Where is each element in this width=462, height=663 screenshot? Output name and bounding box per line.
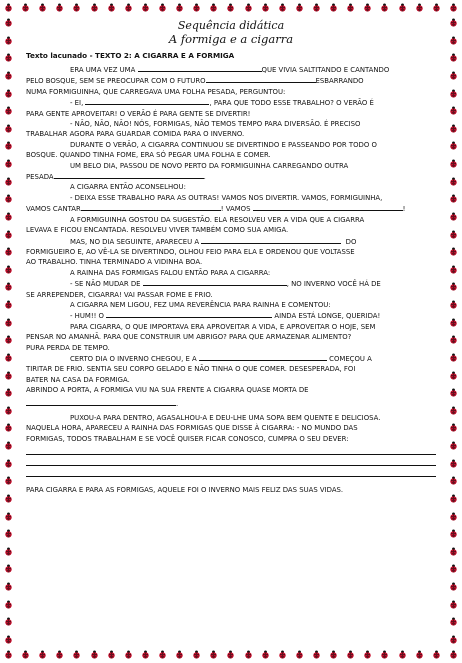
text-line <box>26 97 436 108</box>
ladybug-icon <box>4 582 13 591</box>
ladybug-icon <box>244 650 253 659</box>
fill-blank[interactable] <box>54 171 206 182</box>
text-line: BOSQUE. QUANDO TINHA FOME, ERA SÓ PEGAR UMA FOLHA E COMER. <box>26 151 271 160</box>
ladybug-icon <box>192 650 201 659</box>
ladybug-icon <box>295 650 304 659</box>
ladybug-icon <box>4 282 13 291</box>
ladybug-icon <box>449 141 458 150</box>
text-line <box>26 353 436 364</box>
ladybug-icon <box>449 265 458 274</box>
text-line <box>26 236 436 247</box>
ladybug-icon <box>4 247 13 256</box>
ladybug-icon <box>449 582 458 591</box>
ladybug-icon <box>55 650 64 659</box>
ladybug-icon <box>449 371 458 380</box>
ladybug-icon <box>278 650 287 659</box>
ladybug-border-top <box>4 3 458 12</box>
text-line: ABRINDO A PORTA, A FORMIGA VIU NA SUA FRENTE A CIGARRA QUASE MORTA DE <box>26 386 309 395</box>
ladybug-icon <box>4 300 13 309</box>
ladybug-icon <box>449 335 458 344</box>
ladybug-icon <box>209 650 218 659</box>
text-segment: ERA UMA VEZ UMA <box>70 66 136 74</box>
ladybug-icon <box>295 3 304 12</box>
ladybug-icon <box>449 89 458 98</box>
ladybug-icon <box>432 3 441 12</box>
text-line: FORMIGAS, TODOS TRABALHAM E SE VOCÊ QUISER FICAR CONOSCO, CUMPRA O SEU DEVER: <box>26 434 349 443</box>
text-line: FORMIGUEIRO E, AO VÊ-LA SE DIVERTINDO, OLHOU FEIO PARA ELA E ORDENOU QUE VOLTASSE <box>26 247 355 256</box>
text-line <box>26 75 436 86</box>
text-segment: , NO INVERNO VOCÊ HÁ DE <box>286 280 381 289</box>
text-line <box>26 203 436 214</box>
text-segment: PESADA <box>26 173 54 182</box>
ladybug-icon <box>4 141 13 150</box>
ladybug-icon <box>415 3 424 12</box>
text-line: PURA PERDA DE TEMPO. <box>26 343 110 352</box>
answer-line[interactable] <box>26 444 436 455</box>
ladybug-icon <box>449 406 458 415</box>
text-line: - DEIXA ESSE TRABALHO PARA AS OUTRAS! VAMOS NOS DIVERTIR. VAMOS, FORMIGUINHA, <box>70 193 383 202</box>
ladybug-icon <box>449 635 458 644</box>
text-line: A RAINHA DAS FORMIGAS FALOU ENTÃO PARA A CIGARRA: <box>70 268 271 277</box>
ladybug-icon <box>4 600 13 609</box>
text-line <box>26 278 436 289</box>
ladybug-icon <box>278 3 287 12</box>
ladybug-icon <box>4 635 13 644</box>
ladybug-icon <box>449 177 458 186</box>
ladybug-icon <box>4 230 13 239</box>
ladybug-icon <box>449 388 458 397</box>
ladybug-icon <box>158 650 167 659</box>
text-segment: - HUM!! O <box>70 312 104 321</box>
ladybug-icon <box>226 3 235 12</box>
ladybug-icon <box>449 194 458 203</box>
ladybug-icon <box>398 3 407 12</box>
ladybug-icon <box>449 230 458 239</box>
text-line: A CIGARRA ENTÃO ACONSELHOU: <box>70 183 186 192</box>
ladybug-icon <box>449 247 458 256</box>
fill-blank[interactable] <box>143 278 287 286</box>
fill-blank[interactable] <box>138 64 262 72</box>
fill-blank[interactable] <box>85 97 209 105</box>
ladybug-icon <box>449 300 458 309</box>
text-line: NAQUELA HORA, APARECEU A RAINHA DAS FORMIGAS QUE DISSE À CIGARRA: - NO MUNDO DAS <box>26 424 358 433</box>
ladybug-icon <box>4 71 13 80</box>
text-line: UM BELO DIA, PASSOU DE NOVO PERTO DA FORMIGUINHA CARREGANDO OUTRA <box>70 161 349 170</box>
ladybug-icon <box>4 494 13 503</box>
ladybug-icon <box>449 318 458 327</box>
text-line: A FORMIGUINHA GOSTOU DA SUGESTÃO. ELA RESOLVEU VER A VIDA QUE A CIGARRA <box>70 215 365 224</box>
ladybug-icon <box>4 18 13 27</box>
ladybug-icon <box>21 3 30 12</box>
text-segment: VAMOS CANTAR <box>26 205 81 214</box>
ladybug-icon <box>175 650 184 659</box>
ladybug-icon <box>449 353 458 362</box>
text-subtitle: Texto lacunado - TEXTO 2: A CIGARRA E A FORMIGA <box>26 51 235 60</box>
ladybug-icon <box>4 529 13 538</box>
ladybug-icon <box>312 650 321 659</box>
fill-blank[interactable] <box>201 236 341 244</box>
ladybug-icon <box>4 650 13 659</box>
text-line: AO TRABALHO. TINHA TERMINADO A VIDINHA BOA. <box>26 258 203 267</box>
text-segment: DO <box>345 237 357 246</box>
ladybug-icon <box>4 36 13 45</box>
text-segment: PELO BOSQUE, SEM SE PREOCUPAR COM O FUTURO <box>26 77 206 86</box>
text-segment: ! VAMOS <box>220 205 251 214</box>
text-line: A CIGARRA NEM LIGOU, FEZ UMA REVERÊNCIA PARA RAINHA E COMENTOU: <box>70 300 331 309</box>
ladybug-icon <box>449 3 458 12</box>
ladybug-icon <box>141 3 150 12</box>
ladybug-icon <box>4 265 13 274</box>
ladybug-icon <box>72 650 81 659</box>
ladybug-icon <box>449 53 458 62</box>
answer-line[interactable] <box>26 455 436 466</box>
text-segment: - SE NÃO MUDAR DE <box>70 280 141 289</box>
ladybug-icon <box>449 71 458 80</box>
ladybug-icon <box>449 617 458 626</box>
ladybug-icon <box>244 3 253 12</box>
text-segment: MAS, NO DIA SEGUINTE, APARECEU A <box>70 237 200 246</box>
ladybug-icon <box>209 3 218 12</box>
ladybug-icon <box>449 494 458 503</box>
ladybug-icon <box>124 650 133 659</box>
text-line: SE ARREPENDER, CIGARRA! VAI PASSAR FOME E FRIO. <box>26 290 213 299</box>
ladybug-icon <box>261 3 270 12</box>
answer-line[interactable] <box>26 466 436 477</box>
ladybug-icon <box>261 650 270 659</box>
ladybug-icon <box>380 3 389 12</box>
ladybug-icon <box>4 177 13 186</box>
fill-blank[interactable] <box>26 398 179 408</box>
ladybug-icon <box>4 476 13 485</box>
ladybug-icon <box>38 3 47 12</box>
text-segment: - EI, <box>70 99 84 108</box>
ladybug-icon <box>449 459 458 468</box>
ladybug-icon <box>124 3 133 12</box>
ladybug-icon <box>4 406 13 415</box>
ladybug-icon <box>449 282 458 291</box>
ladybug-icon <box>38 650 47 659</box>
ladybug-icon <box>4 617 13 626</box>
text-segment: CERTO DIA O INVERNO CHEGOU, E A <box>70 354 197 363</box>
ladybug-icon <box>449 441 458 450</box>
ladybug-icon <box>107 650 116 659</box>
ladybug-icon <box>90 650 99 659</box>
text-line: TRABALHAR AGORA PARA GUARDAR COMIDA PARA O INVERNO. <box>26 130 245 139</box>
text-segment: . <box>176 399 179 408</box>
ladybug-icon <box>107 3 116 12</box>
worksheet-content <box>26 20 436 640</box>
text-line: PARA CIGARRA, O QUE IMPORTAVA ERA APROVEITAR A VIDA, E APROVEITAR O HOJE, SEM <box>70 322 376 331</box>
story-text <box>26 64 436 496</box>
ladybug-border-right <box>449 18 458 644</box>
text-segment: , PARA QUE TODO ESSE TRABALHO? O VERÃO É <box>209 99 374 108</box>
ladybug-icon <box>329 650 338 659</box>
ladybug-icon <box>175 3 184 12</box>
text-segment: ESBARRANDO <box>315 77 364 86</box>
ladybug-icon <box>4 353 13 362</box>
fill-blank[interactable] <box>106 310 272 318</box>
ladybug-icon <box>380 650 389 659</box>
text-segment: ! <box>402 205 406 214</box>
ladybug-icon <box>21 650 30 659</box>
text-segment: QUE VIVIA SALTITANDO E CANTANDO <box>261 66 390 74</box>
ladybug-border-bottom <box>4 650 458 659</box>
ladybug-icon <box>4 89 13 98</box>
ladybug-icon <box>449 212 458 221</box>
text-segment: COMEÇOU A <box>329 354 372 363</box>
ladybug-icon <box>329 3 338 12</box>
ladybug-icon <box>158 3 167 12</box>
ladybug-icon <box>449 650 458 659</box>
text-line: BATER NA CASA DA FORMIGA. <box>26 375 130 384</box>
ladybug-icon <box>4 441 13 450</box>
fill-blank[interactable] <box>206 75 316 83</box>
closing-line: PARA CIGARRA E PARA AS FORMIGAS, AQUELE FOI O INVERNO MAIS FELIZ DAS SUAS VIDAS. <box>26 486 344 495</box>
ladybug-icon <box>4 512 13 521</box>
text-line: PUXOU-A PARA DENTRO, AGASALHOU-A E DEU-LHE UMA SOPA BEM QUENTE E DELICIOSA. <box>70 414 381 422</box>
ladybug-icon <box>312 3 321 12</box>
ladybug-icon <box>4 194 13 203</box>
ladybug-icon <box>55 3 64 12</box>
ladybug-icon <box>449 476 458 485</box>
text-line: - NÃO, NÃO, NÃO! NÓS, FORMIGAS, NÃO TEMOS TEMPO PARA DIVERSÃO. É PRECISO <box>70 120 361 129</box>
header-line-2: A formiga e a cigarra <box>168 32 294 46</box>
fill-blank[interactable] <box>81 203 221 211</box>
ladybug-icon <box>4 371 13 380</box>
ladybug-icon <box>192 3 201 12</box>
ladybug-icon <box>449 159 458 168</box>
text-line <box>26 398 436 409</box>
ladybug-icon <box>4 53 13 62</box>
ladybug-icon <box>4 459 13 468</box>
ladybug-icon <box>449 18 458 27</box>
text-line: LEVAVA E FICOU ENCANTADA. RESOLVEU VIVER TAMBÉM COMO SUA AMIGA. <box>26 226 289 235</box>
text-line <box>26 64 436 75</box>
ladybug-icon <box>449 547 458 556</box>
text-line <box>26 171 436 182</box>
ladybug-icon <box>449 564 458 573</box>
ladybug-icon <box>4 423 13 432</box>
ladybug-icon <box>449 423 458 432</box>
ladybug-icon <box>4 3 13 12</box>
ladybug-icon <box>4 564 13 573</box>
fill-blank[interactable] <box>253 203 403 211</box>
text-line: PARA GENTE APROVEITAR! O VERÃO É PARA GENTE SE DIVERTIR! <box>26 109 251 118</box>
ladybug-icon <box>449 600 458 609</box>
text-segment: AINDA ESTÁ LONGE, QUERIDA! <box>274 312 381 321</box>
ladybug-icon <box>363 3 372 12</box>
ladybug-icon <box>4 335 13 344</box>
text-line: PENSAR NO AMANHÃ. PARA QUE CONSTRUIR UM ABRIGO? PARA QUE ARMAZENAR ALIMENTO? <box>26 333 352 342</box>
ladybug-icon <box>4 547 13 556</box>
fill-blank[interactable] <box>199 353 327 361</box>
ladybug-icon <box>449 106 458 115</box>
text-segment: . <box>203 173 206 182</box>
ladybug-icon <box>346 650 355 659</box>
ladybug-icon <box>226 650 235 659</box>
ladybug-icon <box>398 650 407 659</box>
text-line: TIRITAR DE FRIO. SENTIA SEU CORPO GELADO E NÃO TINHA O QUE COMER. DESESPERADA, FOI <box>26 365 356 374</box>
ladybug-icon <box>432 650 441 659</box>
ladybug-icon <box>346 3 355 12</box>
ladybug-icon <box>4 124 13 133</box>
ladybug-icon <box>90 3 99 12</box>
ladybug-icon <box>449 124 458 133</box>
text-line: DURANTE O VERÃO, A CIGARRA CONTINUOU SE DIVERTINDO E PASSEANDO POR TODO O <box>70 140 377 149</box>
header-line-1: Sequência didática <box>177 19 285 32</box>
text-line <box>26 310 436 321</box>
ladybug-border-left <box>4 18 13 644</box>
ladybug-icon <box>363 650 372 659</box>
ladybug-icon <box>415 650 424 659</box>
ladybug-icon <box>449 529 458 538</box>
ladybug-icon <box>4 318 13 327</box>
ladybug-icon <box>4 388 13 397</box>
ladybug-icon <box>449 512 458 521</box>
ladybug-icon <box>449 36 458 45</box>
ladybug-icon <box>4 159 13 168</box>
ladybug-icon <box>141 650 150 659</box>
ladybug-icon <box>4 212 13 221</box>
ladybug-icon <box>72 3 81 12</box>
text-line: NUMA FORMIGUINHA, QUE CARREGAVA UMA FOLHA PESADA, PERGUNTOU: <box>26 87 286 96</box>
ladybug-icon <box>4 106 13 115</box>
